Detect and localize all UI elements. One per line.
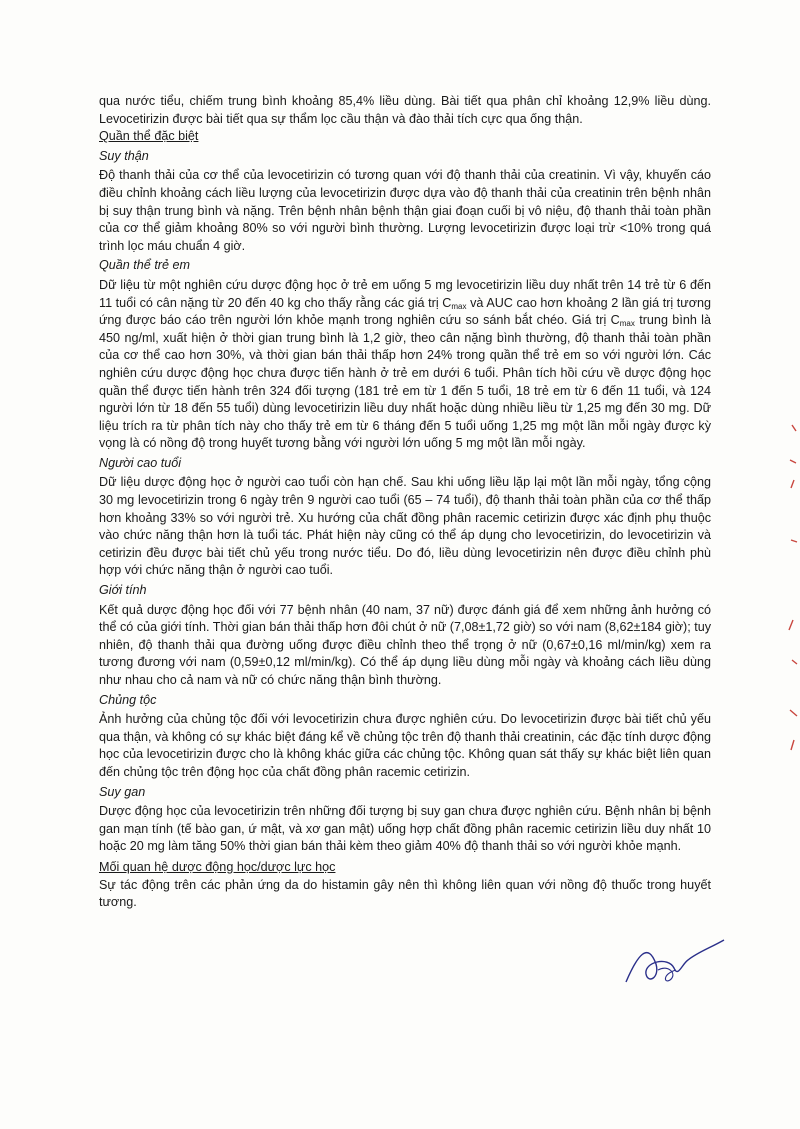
- renal-heading: Suy thận: [99, 148, 149, 163]
- pediatric-text-3: trung bình là 450 ng/ml, xuất hiện ở thời gian trung bình là 1,2 giờ, theo cân nặng bình thường, độ thanh thải toàn phần của cơ thể cao hơn 30%, và thời gian bán thải thấp hơn 24% trong quần thể trẻ em so với người lớn. Các nghiên cứu dược động học chưa được tiến hành ở trẻ em dưới 6 tuổi. Phân tích hồi cứu về dược động học quần thể được tiến hành trên 324 đối tượng (181 trẻ em từ 1 đến 5 tuổi, 18 trẻ em từ 6 đến 11 tuổi, và 124 người lớn từ 18 đến 55 tuổi) dùng levocetirizin liều duy nhất hoặc dùng nhiều liều từ 1,25 mg đến 30 mg. Dữ liệu trích ra từ phân tích này cho thấy trẻ em từ 6 tháng đến 5 tuổi uống 1,25 mg một lần mỗi ngày được kỳ vọng là có nồng độ trong huyết tương bằng với người lớn uống 5 mg một lần mỗi ngày.: [99, 313, 711, 451]
- intro-paragraph: qua nước tiểu, chiếm trung bình khoảng 85,4% liều dùng. Bài tiết qua phân chỉ khoảng 12,9% liều dùng. Levocetirizin được bài tiết qua sự thẩm lọc cầu thận và đào thải tích cực qua ống thận.: [99, 94, 711, 126]
- pediatric-paragraph: [99, 277, 711, 453]
- stamp-edge-icon: [786, 420, 800, 760]
- race-paragraph: Ảnh hưởng của chủng tộc đối với levocetirizin chưa được nghiên cứu. Do levocetirizin được bài tiết chủ yếu qua thận, và không có sự khác biệt đáng kể về chủng tộc trên độ thanh thải creatinin, các đặc tính dược động học của levocetirizin được cho là không khác giữa các chủng tộc. Không quan sát thấy sự khác biệt liên quan đến chủng tộc trên động học của chất đồng phân racemic cetirizin.: [99, 712, 711, 779]
- pkpd-heading: Mối quan hệ dược động học/dược lực học: [99, 859, 336, 874]
- document-page: [99, 93, 711, 912]
- race-heading: Chủng tộc: [99, 692, 157, 707]
- cmax-subscript: max: [451, 301, 467, 311]
- elderly-heading: Người cao tuổi: [99, 455, 182, 470]
- signature-icon: [618, 934, 728, 994]
- elderly-paragraph: Dữ liệu dược động học ở người cao tuổi còn hạn chế. Sau khi uống liều lặp lại một lần mỗi ngày, tổng cộng 30 mg levocetirizin trong 6 ngày trên 9 người cao tuổi (65 – 74 tuổi), độ thanh thải toàn phần của cơ thể thấp hơn khoảng 33% so với người trẻ. Xu hướng của chất đồng phân racemic cetirizin được xác định phụ thuộc vào chức năng thận hơn là tuổi tác. Phát hiện này cũng có thể áp dụng cho levocetirizin, do levocetirizin và cetirizin đều được bài tiết chủ yếu trong nước tiểu. Do đó, liều dùng levocetirizin nên được điều chỉnh phù hợp với chức năng thận ở người cao tuổi.: [99, 475, 711, 578]
- special-populations-heading: Quần thể đặc biệt: [99, 129, 199, 144]
- renal-paragraph: Độ thanh thải của cơ thể của levocetirizin có tương quan với độ thanh thải của creatinin. Vì vậy, khuyến cáo điều chỉnh khoảng cách liều lượng của levocetirizin được dựa vào độ thanh thải của creatinin trên bệnh nhân bị suy thận trung bình và nặng. Trên bệnh nhân bệnh thận giai đoạn cuối bị vô niệu, độ thanh thải toàn phần của cơ thể giảm khoảng 80% so với người bình thường. Lượng levocetirizin được loại trừ <10% trong quá trình lọc máu chuẩn 4 giờ.: [99, 168, 711, 253]
- hepatic-paragraph: Dược động học của levocetirizin trên những đối tượng bị suy gan chưa được nghiên cứu. Bệnh nhân bị bệnh gan mạn tính (tế bào gan, ứ mật, và xơ gan mật) uống hợp chất đồng phân racemic cetirizin liều duy nhất 10 hoặc 20 mg làm tăng 50% thời gian bán thải kèm theo giảm 40% độ thanh thải so với người khỏe mạnh.: [99, 804, 711, 854]
- gender-heading: Giới tính: [99, 583, 147, 598]
- pediatric-heading: Quần thể trẻ em: [99, 258, 191, 273]
- gender-paragraph: Kết quả dược động học đối với 77 bệnh nhân (40 nam, 37 nữ) được đánh giá để xem những ảnh hưởng có thể có của giới tính. Thời gian bán thải thấp hơn đôi chút ở nữ (7,08±1,72 giờ) so với nam (8,62±184 giờ); tuy nhiên, độ thanh thải qua đường uống được điều chỉnh theo thể trọng ở nữ (0,67±0,16 ml/min/kg) xem ra tương đương với nam (0,59±0,12 ml/min/kg). Có thể áp dụng liều dùng mỗi ngày và khoảng cách liều dùng như nhau cho cả nam và nữ có chức năng thận bình thường.: [99, 602, 711, 687]
- pediatric-text-2: và AUC cao hơn khoảng 2 lần giá trị tương ứng được báo cáo trên người lớn khỏe mạnh trong nghiên cứu so sánh bắt chéo. Giá trị C: [99, 295, 711, 328]
- cmax-subscript: max: [619, 319, 635, 329]
- pkpd-paragraph: Sự tác động trên các phản ứng da do histamin gây nên thì không liên quan với nồng độ thuốc trong huyết tương.: [99, 877, 711, 910]
- pediatric-text-1: Dữ liệu từ một nghiên cứu dược động học ở trẻ em uống 5 mg levocetirizin liều duy nhất trên 14 trẻ từ 6 đến 11 tuổi có cân nặng từ 20 đến 40 kg cho thấy rằng các giá trị C: [99, 277, 711, 310]
- hepatic-heading: Suy gan: [99, 784, 146, 799]
